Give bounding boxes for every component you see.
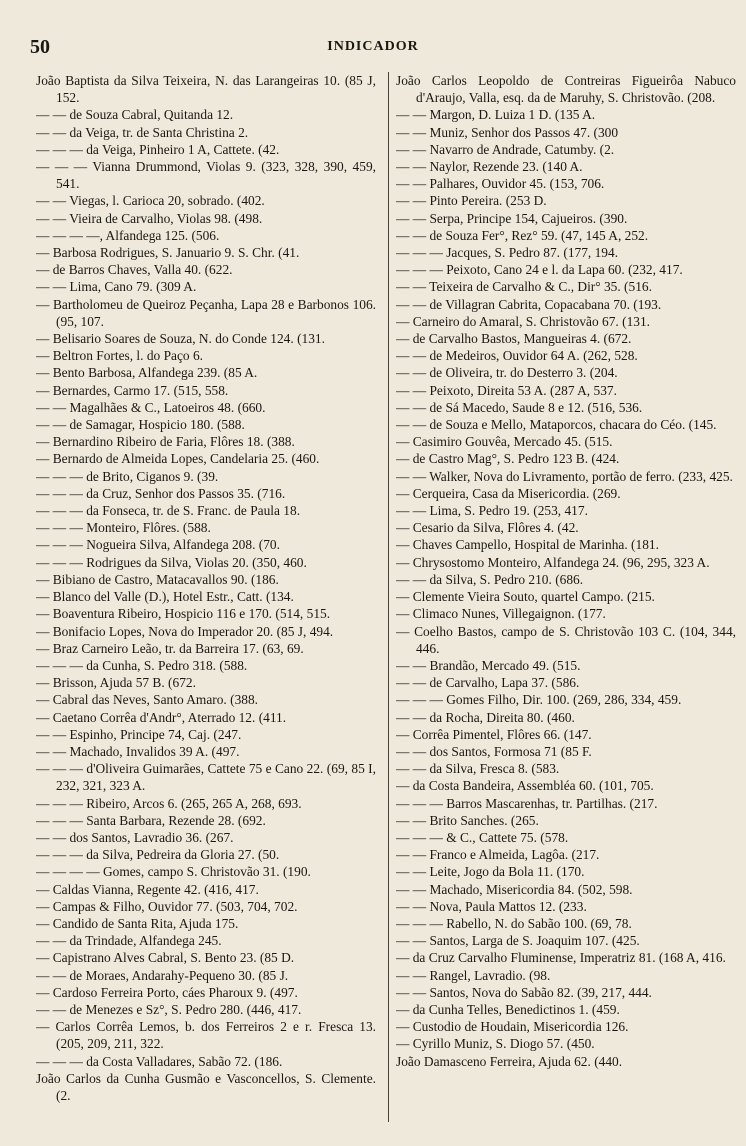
directory-entry: — — de Souza Cabral, Quitanda 12.: [36, 107, 234, 123]
directory-entry: — Bonifacio Lopes, Nova do Imperador 20. (85 J, 494.: [36, 623, 334, 639]
directory-entry: — — Peixoto, Direita 53 A. (287 A, 537.: [396, 382, 617, 398]
directory-entry: João Baptista da Silva Teixeira, N. das Larangeiras 10. (85 J, 152.: [36, 73, 376, 106]
directory-entry: — de Castro Mag°, S. Pedro 123 B. (424.: [396, 451, 620, 467]
directory-entry: — Chrysostomo Monteiro, Alfandega 24. (96, 295, 323 A.: [396, 554, 710, 570]
directory-entry: — — de Sá Macedo, Saude 8 e 12. (516, 536.: [396, 399, 643, 415]
directory-entry: — — Lima, Cano 79. (309 A.: [36, 279, 197, 295]
directory-entry: — — de Carvalho, Lapa 37. (586.: [396, 675, 580, 691]
directory-entry: — da Cunha Telles, Benedictinos 1. (459.: [396, 1001, 620, 1017]
directory-entry: João Damasceno Ferreira, Ajuda 62. (440.: [396, 1053, 623, 1069]
directory-entry: — — — Barros Mascarenhas, tr. Partilhas. (217.: [396, 795, 658, 811]
directory-entry: — Chaves Campello, Hospital de Marinha. (181.: [396, 537, 659, 553]
directory-entry: — Bibiano de Castro, Matacavallos 90. (186.: [36, 571, 279, 587]
directory-entry: — Bernardino Ribeiro de Faria, Flôres 18. (388.: [36, 434, 295, 450]
directory-entry: — — de Samagar, Hospicio 180. (588.: [36, 417, 245, 433]
directory-entry: — — de Villagran Cabrita, Copacabana 70. (193.: [396, 296, 662, 312]
directory-entry: — — Naylor, Rezende 23. (140 A.: [396, 159, 583, 175]
column-divider: [388, 72, 389, 1122]
directory-entry: — — Magalhães & C., Latoeiros 48. (660.: [36, 399, 266, 415]
directory-entry: — — Pinto Pereira. (253 D.: [396, 193, 547, 209]
directory-entry: — — — Rabello, N. do Sabão 100. (69, 78.: [396, 915, 632, 931]
directory-entry: — — da Silva, S. Pedro 210. (686.: [396, 571, 584, 587]
directory-entry: — Brisson, Ajuda 57 B. (672.: [36, 675, 196, 691]
directory-entry: — — da Veiga, tr. de Santa Christina 2.: [36, 124, 249, 140]
directory-entry: — Cardoso Ferreira Porto, cáes Pharoux 9. (497.: [36, 984, 298, 1000]
directory-entry: — Cesario da Silva, Flôres 4. (42.: [396, 520, 579, 536]
directory-entry: — Cyrillo Muniz, S. Diogo 57. (450.: [396, 1036, 595, 1052]
directory-entry: — Carneiro do Amaral, S. Christovão 67. (131.: [396, 313, 651, 329]
directory-entry: — — da Silva, Fresca 8. (583.: [396, 761, 560, 777]
directory-entry: — — de Oliveira, tr. do Desterro 3. (204.: [396, 365, 618, 381]
directory-entry: — — Machado, Invalidos 39 A. (497.: [36, 743, 240, 759]
directory-entry: — Bernardes, Carmo 17. (515, 558.: [36, 382, 229, 398]
directory-entry: — — — Rodrigues da Silva, Violas 20. (350, 460.: [36, 554, 307, 570]
directory-entry: — — Brandão, Mercado 49. (515.: [396, 657, 581, 673]
directory-entry: — de Barros Chaves, Valla 40. (622.: [36, 262, 233, 278]
directory-entry: — da Costa Bandeira, Assembléa 60. (101, 705.: [396, 778, 654, 794]
directory-entry: — — de Moraes, Andarahy-Pequeno 30. (85 J.: [36, 967, 289, 983]
directory-entry: — — — Ribeiro, Arcos 6. (265, 265 A, 268, 693.: [36, 795, 302, 811]
directory-entry: — — Teixeira de Carvalho & C., Dir° 35. (516.: [396, 279, 652, 295]
directory-entry: — — Navarro de Andrade, Catumby. (2.: [396, 141, 615, 157]
directory-entry: — — — Vianna Drummond, Violas 9. (323, 328, 390, 459, 541.: [36, 159, 376, 192]
directory-entry: — — — da Veiga, Pinheiro 1 A, Cattete. (42.: [36, 141, 280, 157]
directory-entry: — Boaventura Ribeiro, Hospicio 116 e 170. (514, 515.: [36, 606, 331, 622]
directory-entry: — de Carvalho Bastos, Mangueiras 4. (672.: [396, 331, 632, 347]
directory-entry: — — Espinho, Principe 74, Caj. (247.: [36, 726, 242, 742]
directory-entry: — — — Jacques, S. Pedro 87. (177, 194.: [396, 245, 619, 261]
directory-entry: — — Margon, D. Luiza 1 D. (135 A.: [396, 107, 596, 123]
left-column: [36, 72, 376, 1134]
directory-entry: — Belisario Soares de Souza, N. do Conde 124. (131.: [36, 331, 325, 347]
directory-entry: — — Santos, Nova do Sabão 82. (39, 217, 444.: [396, 984, 652, 1000]
directory-entry: — — Nova, Paula Mattos 12. (233.: [396, 898, 587, 914]
directory-entry: — — Rangel, Lavradio. (98.: [396, 967, 551, 983]
directory-entry: — Bartholomeu de Queiroz Peçanha, Lapa 28 e Barbonos 106. (95, 107.: [36, 296, 376, 329]
directory-entry: — Climaco Nunes, Villegaignon. (177.: [396, 606, 606, 622]
directory-entry: — Carlos Corrêa Lemos, b. dos Ferreiros 2 e r. Fresca 13. (205, 209, 211, 322.: [36, 1019, 376, 1052]
directory-entry: — — de Medeiros, Ouvidor 64 A. (262, 528.: [396, 348, 638, 364]
directory-entry: João Carlos Leopoldo de Contreiras Figueirôa Nabuco d'Araujo, Valla, esq. da de Maruhy, S. Christovão. (208.: [396, 73, 736, 106]
directory-entry: — — Brito Sanches. (265.: [396, 812, 539, 828]
directory-entry: — Corrêa Pimentel, Flôres 66. (147.: [396, 726, 592, 742]
directory-entry: — — Santos, Larga de S. Joaquim 107. (425.: [396, 933, 640, 949]
directory-entry: — — dos Santos, Lavradio 36. (267.: [36, 829, 234, 845]
directory-entry: — — Walker, Nova do Livramento, portão de ferro. (233, 425.: [396, 468, 733, 484]
directory-entry: — — — Peixoto, Cano 24 e l. da Lapa 60. (232, 417.: [396, 262, 683, 278]
directory-entry: — Cabral das Neves, Santo Amaro. (388.: [36, 692, 259, 708]
directory-entry: — — Lima, S. Pedro 19. (253, 417.: [396, 503, 588, 519]
directory-entry: — Bernardo de Almeida Lopes, Candelaria 25. (460.: [36, 451, 320, 467]
directory-entry: — — de Menezes e Sz°, S. Pedro 280. (446, 417.: [36, 1001, 302, 1017]
directory-entry: — — Serpa, Principe 154, Cajueiros. (390.: [396, 210, 628, 226]
page-header: [28, 36, 718, 62]
directory-entry: — — Leite, Jogo da Bola 11. (170.: [396, 864, 585, 880]
directory-entry: — Braz Carneiro Leão, tr. da Barreira 17. (63, 69.: [36, 640, 304, 656]
directory-entry: — — — Monteiro, Flôres. (588.: [36, 520, 211, 536]
right-column: [396, 72, 736, 1134]
directory-entry: — — — — Gomes, campo S. Christovão 31. (190.: [36, 864, 311, 880]
directory-entry: — — de Souza e Mello, Mataporcos, chacara do Céo. (145.: [396, 417, 717, 433]
directory-entry: — Caetano Corrêa d'Andr°, Aterrado 12. (411.: [36, 709, 287, 725]
directory-entry: — — — Gomes Filho, Dir. 100. (269, 286, 334, 459.: [396, 692, 682, 708]
directory-entry: — Coelho Bastos, campo de S. Christovão 103 C. (104, 344, 446.: [396, 623, 736, 656]
directory-entry: — Blanco del Valle (D.), Hotel Estr., Catt. (134.: [36, 589, 294, 605]
directory-entry: João Carlos da Cunha Gusmão e Vasconcellos, S. Clemente. (2.: [36, 1070, 376, 1103]
directory-entry: — — Muniz, Senhor dos Passos 47. (300: [396, 124, 619, 140]
directory-entry: — Capistrano Alves Cabral, S. Bento 23. (85 D.: [36, 950, 295, 966]
directory-entry: — Barbosa Rodrigues, S. Januario 9. S. Chr. (41.: [36, 245, 300, 261]
directory-entry: — — — da Cunha, S. Pedro 318. (588.: [36, 657, 248, 673]
directory-entry: — — Machado, Misericordia 84. (502, 598.: [396, 881, 633, 897]
directory-entry: — — — da Cruz, Senhor dos Passos 35. (716.: [36, 485, 286, 501]
directory-entry: — — — da Costa Valladares, Sabão 72. (186.: [36, 1053, 283, 1069]
directory-entry: — — Franco e Almeida, Lagôa. (217.: [396, 847, 600, 863]
directory-entry: — — Vieira de Carvalho, Violas 98. (498.: [36, 210, 263, 226]
directory-entry: — — Viegas, l. Carioca 20, sobrado. (402.: [36, 193, 265, 209]
directory-entry: — — — de Brito, Ciganos 9. (39.: [36, 468, 219, 484]
directory-entry: — — — Nogueira Silva, Alfandega 208. (70.: [36, 537, 280, 553]
directory-entry: — — dos Santos, Formosa 71 (85 F.: [396, 743, 592, 759]
directory-entry: — — de Souza Fer°, Rez° 59. (47, 145 A, 252.: [396, 227, 649, 243]
directory-entry: — Casimiro Gouvêa, Mercado 45. (515.: [396, 434, 613, 450]
directory-entry: — Bento Barbosa, Alfandega 239. (85 A.: [36, 365, 258, 381]
directory-entry: — da Cruz Carvalho Fluminense, Imperatriz 81. (168 A, 416.: [396, 950, 726, 966]
directory-entry: — — da Trindade, Alfandega 245.: [36, 933, 222, 949]
page-title: INDICADOR: [327, 39, 419, 54]
directory-entry: — Clemente Vieira Souto, quartel Campo. (215.: [396, 589, 655, 605]
directory-entry: — — — Santa Barbara, Rezende 28. (692.: [36, 812, 266, 828]
directory-entry: — — Palhares, Ouvidor 45. (153, 706.: [396, 176, 605, 192]
directory-entry: — Cerqueira, Casa da Misericordia. (269.: [396, 485, 621, 501]
directory-entry: — Campas & Filho, Ouvidor 77. (503, 704, 702.: [36, 898, 298, 914]
directory-entry: — — da Rocha, Direita 80. (460.: [396, 709, 575, 725]
directory-entry: — Caldas Vianna, Regente 42. (416, 417.: [36, 881, 259, 897]
directory-entry: — Beltron Fortes, l. do Paço 6.: [36, 348, 203, 364]
page-number: 50: [30, 36, 50, 58]
directory-entry: — Candido de Santa Rita, Ajuda 175.: [36, 915, 239, 931]
directory-entry: — — — & C., Cattete 75. (578.: [396, 829, 569, 845]
directory-entry: — Custodio de Houdain, Misericordia 126.: [396, 1019, 629, 1035]
directory-entry: — — — da Silva, Pedreira da Gloria 27. (50.: [36, 847, 280, 863]
directory-entry: — — — d'Oliveira Guimarães, Cattete 75 e Cano 22. (69, 85 I, 232, 321, 323 A.: [36, 761, 376, 794]
directory-entry: — — — da Fonseca, tr. de S. Franc. de Paula 18.: [36, 503, 301, 519]
directory-entry: — — — —, Alfandega 125. (506.: [36, 227, 220, 243]
